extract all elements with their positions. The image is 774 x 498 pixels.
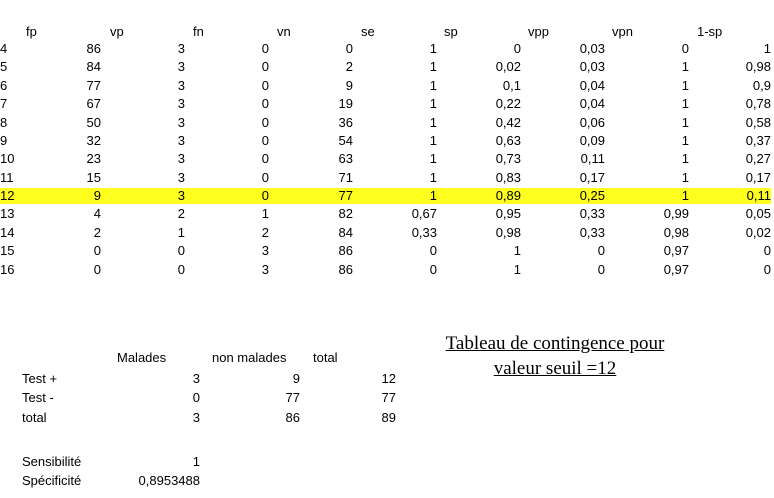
cell-vp: 9 [17, 188, 101, 204]
cell-se: 63 [338, 151, 353, 167]
cell-vpn: 0,98 [663, 224, 689, 240]
cell-vpn: 0,25 [521, 188, 605, 204]
cell-fn: 3 [177, 41, 185, 56]
cell-fn: 3 [177, 77, 185, 93]
cell-vpn: 0 [681, 41, 689, 56]
cell-se: 84 [338, 224, 353, 240]
cell-vp: 2 [93, 224, 101, 240]
cell-vn: 0 [261, 114, 269, 130]
caption-line-2: valeur seuil =12 [493, 358, 617, 379]
cell-vn: 0 [261, 151, 269, 167]
col-header-vp: vp [110, 24, 124, 39]
cell-vpn: 0,09 [579, 132, 605, 148]
table-row [0, 170, 774, 186]
cell-vp: 0 [93, 261, 101, 277]
cell-vpn: 1 [681, 132, 689, 148]
cell-vpn: 0 [597, 243, 605, 259]
cell-vpn: 1 [681, 169, 689, 185]
table-row [0, 188, 774, 204]
cell-fn: 1 [177, 224, 185, 240]
cell-fp: 5 [0, 59, 8, 75]
cell-vp: 32 [86, 132, 101, 148]
cell-fn: 0 [177, 261, 185, 277]
cell-test-plus-total: 12 [381, 371, 396, 386]
cell-vpp: 0,95 [495, 206, 521, 222]
cell-1-sp: 0,17 [745, 169, 771, 185]
cell-sp: 0 [429, 243, 437, 259]
cell-sp: 1 [429, 77, 437, 93]
cell-fp: 9 [0, 132, 8, 148]
cell-vn: 2 [261, 224, 269, 240]
cell-sp: 1 [429, 41, 437, 56]
table-row [0, 59, 774, 75]
cell-fp: 15 [0, 243, 15, 259]
cell-se: 86 [338, 243, 353, 259]
cell-vpp: 0,73 [495, 151, 521, 167]
cell-sp: 1 [429, 59, 437, 75]
cell-total-malades: 3 [192, 410, 200, 425]
cell-fp: 13 [0, 206, 15, 222]
cell-test-plus-non-malades: 9 [292, 371, 300, 386]
cell-fn: 2 [177, 206, 185, 222]
cell-total-non-malades: 86 [285, 410, 300, 425]
cell-sp: 1 [429, 151, 437, 167]
cell-se: 86 [338, 261, 353, 277]
row-label-test-plus: Test + [22, 371, 58, 386]
cell-fp: 10 [0, 151, 15, 167]
cell-sp: 0,33 [411, 224, 437, 240]
specificite-value: 0,8953488 [138, 473, 200, 488]
table-row [0, 225, 774, 241]
sensibilite-label: Sensibilité [22, 454, 82, 469]
sensibilite-value: 1 [192, 454, 200, 469]
cell-fn: 3 [177, 59, 185, 75]
table-row [0, 151, 774, 167]
cell-fp: 16 [0, 261, 15, 277]
table-row [0, 78, 774, 94]
cell-se: 2 [345, 59, 353, 75]
cell-1-sp: 0,98 [745, 59, 771, 75]
cell-vpp: 0,42 [495, 114, 521, 130]
cell-se: 71 [338, 169, 353, 185]
cell-vp: 77 [86, 77, 101, 93]
cell-sp: 1 [429, 96, 437, 112]
cell-vn: 3 [261, 243, 269, 259]
cell-vn: 0 [261, 132, 269, 148]
cell-se: 19 [338, 96, 353, 112]
cell-vpn: 0,97 [663, 243, 689, 259]
cell-fp: 12 [0, 188, 17, 204]
cell-vn: 0 [261, 41, 269, 56]
cell-vp: 23 [86, 151, 101, 167]
cell-1-sp: 0,78 [745, 96, 771, 112]
cell-vp: 4 [93, 206, 101, 222]
cell-vn: 3 [261, 261, 269, 277]
cell-vpn: 1 [681, 77, 689, 93]
specificite-label: Spécificité [22, 473, 82, 488]
cell-vpp: 1 [513, 243, 521, 259]
col-header-vpn: vpn [612, 24, 633, 39]
caption-line-1: Tableau de contingence pour [445, 333, 665, 354]
col-header-sp: sp [444, 24, 458, 39]
cell-vn: 0 [261, 96, 269, 112]
cell-vn: 0 [261, 169, 269, 185]
cell-fn: 3 [177, 96, 185, 112]
cell-vp: 67 [86, 96, 101, 112]
cell-fn: 3 [177, 169, 185, 185]
cell-vp: 84 [86, 59, 101, 75]
row-label-test-minus: Test - [22, 390, 54, 405]
col-header-malades: Malades [117, 350, 167, 365]
cell-se: 82 [338, 206, 353, 222]
cell-vpn: 0,33 [579, 224, 605, 240]
cell-sp: 0 [429, 261, 437, 277]
col-header-vpp: vpp [528, 24, 549, 39]
cell-vpn: 1 [681, 151, 689, 167]
cell-vpp: 0,63 [495, 132, 521, 148]
table-row [0, 262, 774, 278]
col-header-non-malades: non malades [212, 350, 287, 365]
cell-se: 0 [345, 41, 353, 56]
table-row [0, 243, 774, 259]
col-header-vn: vn [277, 24, 291, 39]
cell-fp: 14 [0, 224, 15, 240]
cell-fp: 8 [0, 114, 8, 130]
cell-vpn: 0,03 [579, 59, 605, 75]
cell-vpp: 0,22 [495, 96, 521, 112]
cell-vn: 0 [261, 59, 269, 75]
cell-vpn: 1 [681, 114, 689, 130]
cell-sp: 1 [429, 132, 437, 148]
col-header-fp: fp [26, 24, 37, 39]
cell-vpp: 0,98 [495, 224, 521, 240]
table-row [0, 133, 774, 149]
cell-test-plus-malades: 3 [192, 371, 200, 386]
table-row [0, 115, 774, 131]
row-label-total: total [22, 410, 47, 425]
cell-fn: 3 [101, 188, 185, 204]
cell-vpp: 0 [513, 41, 521, 56]
cell-1-sp: 0,37 [745, 132, 771, 148]
cell-vpn: 0,06 [579, 114, 605, 130]
cell-vp: 86 [86, 41, 101, 56]
cell-1-sp: 0,02 [745, 224, 771, 240]
cell-fp: 6 [0, 77, 8, 93]
cell-fn: 3 [177, 132, 185, 148]
cell-vpn: 0,99 [663, 206, 689, 222]
cell-sp: 1 [429, 169, 437, 185]
cell-vpn: 0,97 [663, 261, 689, 277]
table-row [0, 41, 774, 57]
cell-vn: 0 [261, 77, 269, 93]
cell-fp: 4 [0, 41, 8, 56]
cell-se: 77 [269, 188, 353, 204]
cell-fn: 3 [177, 114, 185, 130]
cell-fp: 7 [0, 96, 8, 112]
cell-1-sp: 0,05 [745, 206, 771, 222]
cell-vpp: 1 [513, 261, 521, 277]
cell-vpn: 0,33 [579, 206, 605, 222]
col-header-se: se [361, 24, 375, 39]
cell-se: 36 [338, 114, 353, 130]
cell-test-minus-total: 77 [381, 390, 396, 405]
col-header-total: total [313, 350, 338, 365]
cell-vp: 15 [86, 169, 101, 185]
cell-test-minus-malades: 0 [192, 390, 200, 405]
cell-vpn: 0,04 [579, 96, 605, 112]
cell-fn: 3 [177, 151, 185, 167]
cell-vpp: 0,89 [437, 188, 521, 204]
cell-1-sp: 0,27 [745, 151, 771, 167]
cell-vp: 50 [86, 114, 101, 130]
cell-sp: 1 [353, 188, 437, 204]
cell-vn: 1 [261, 206, 269, 222]
cell-1-sp: 0,11 [689, 188, 771, 204]
cell-vn: 0 [185, 188, 269, 204]
cell-total-total: 89 [381, 410, 396, 425]
cell-vpn: 0,11 [580, 151, 605, 167]
cell-1-sp: 0 [763, 261, 771, 277]
cell-vpn: 1 [681, 59, 689, 75]
col-header-fn: fn [193, 24, 204, 39]
cell-vpn: 1 [605, 188, 689, 204]
cell-vpn: 1 [681, 96, 689, 112]
cell-fp: 11 [0, 169, 14, 185]
cell-se: 9 [345, 77, 353, 93]
cell-vpn: 0,17 [579, 169, 605, 185]
cell-1-sp: 0,58 [745, 114, 771, 130]
table-row [0, 96, 774, 112]
cell-vpn: 0,03 [579, 41, 605, 56]
cell-sp: 1 [429, 114, 437, 130]
cell-vpp: 0,1 [502, 77, 521, 93]
cell-vpp: 0,02 [495, 59, 521, 75]
table-row [0, 206, 774, 222]
cell-1-sp: 1 [763, 41, 771, 56]
cell-fn: 0 [177, 243, 185, 259]
cell-test-minus-non-malades: 77 [285, 390, 300, 405]
cell-vpn: 0,04 [579, 77, 605, 93]
cell-vpn: 0 [597, 261, 605, 277]
cell-sp: 0,67 [411, 206, 437, 222]
cell-1-sp: 0 [763, 243, 771, 259]
col-header-1-sp: 1-sp [697, 24, 723, 39]
cell-se: 54 [338, 132, 353, 148]
cell-vpp: 0,83 [495, 169, 521, 185]
cell-vp: 0 [93, 243, 101, 259]
cell-1-sp: 0,9 [752, 77, 771, 93]
